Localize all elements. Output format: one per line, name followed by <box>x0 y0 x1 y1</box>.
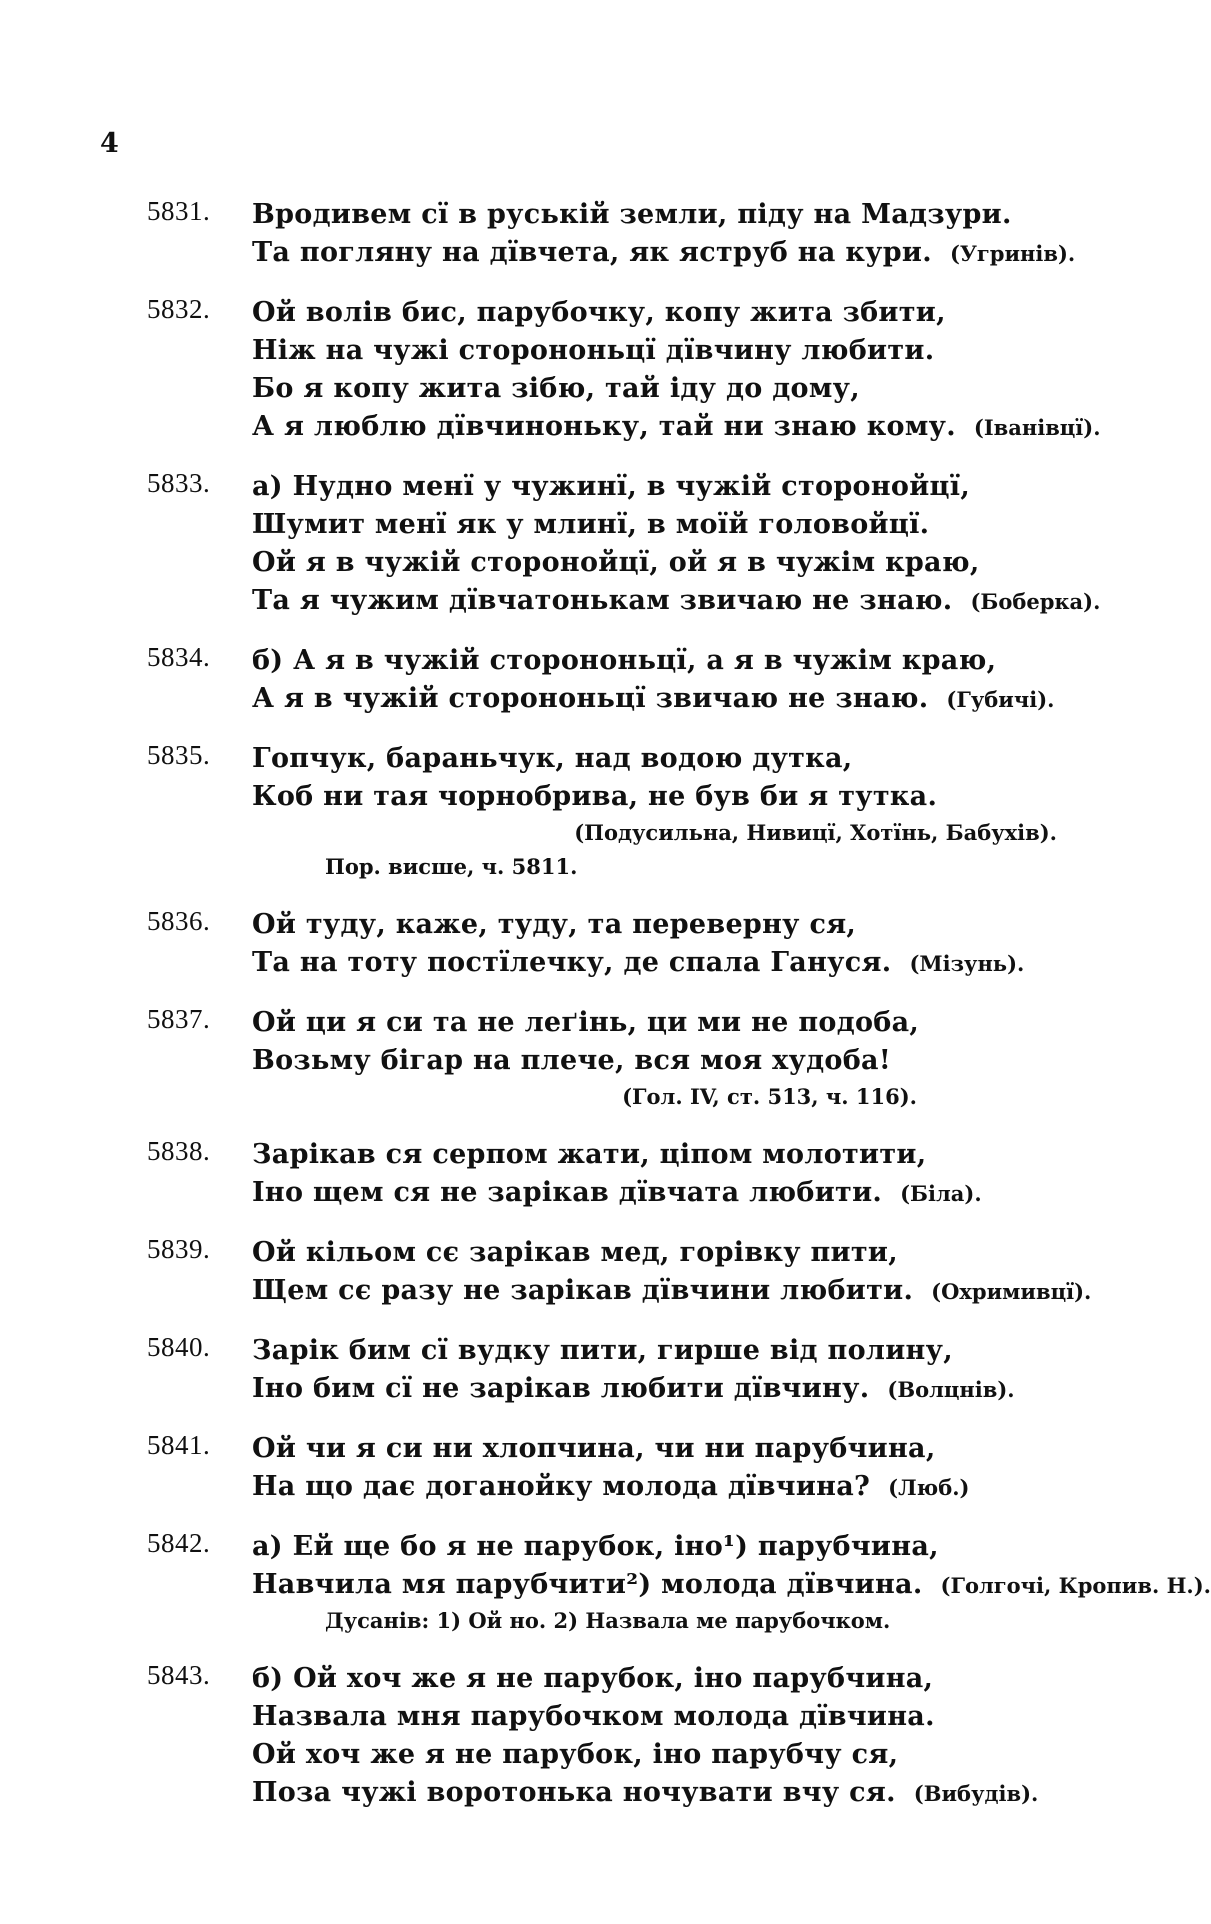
entry-5842 <box>0 1528 1211 1638</box>
source-village: (Мізунь). <box>909 951 1025 976</box>
verse-line: Ой туду, каже, туду, та переверну ся, <box>252 909 857 940</box>
source-village: (Вибудів). <box>913 1781 1039 1806</box>
entry-5841 <box>0 1430 1140 1506</box>
verse-line: б) А я в чужій сторононьцї, а я в чужім краю, <box>252 645 997 676</box>
verse-line-last <box>252 1370 1112 1408</box>
verse-line: Ой волів бис, парубочку, копу жита збити, <box>252 297 946 328</box>
source-village: (Іванівцї). <box>973 415 1101 440</box>
entry-number: 5836. <box>147 906 211 936</box>
entry-5838 <box>0 1136 1140 1212</box>
verse <box>252 740 1112 850</box>
verse-line-text: Та я чужим дївчатонькам звичаю не знаю. <box>252 585 953 616</box>
verse-line: Вродивем сї в руській земли, піду на Мадзури. <box>252 199 1012 230</box>
entry-number: 5832. <box>147 294 211 324</box>
verse-line-last <box>252 680 1112 718</box>
verse-line: Ой чи я си ни хлопчина, чи ни парубчина, <box>252 1433 936 1464</box>
verse-line-last <box>252 1774 1112 1812</box>
entry-number: 5831. <box>147 196 211 226</box>
verse-line-last <box>252 234 1112 272</box>
verse <box>252 1660 1112 1812</box>
entry-number: 5843. <box>147 1660 211 1690</box>
source-village: (Охримивцї). <box>931 1279 1092 1304</box>
source-village: (Голгочі, Кропив. Н.). <box>940 1573 1211 1598</box>
verse-line: Шумит менї як у млинї, в моїй головойцї. <box>252 509 930 540</box>
verse <box>252 1136 1112 1212</box>
source-village: (Боберка). <box>970 589 1101 614</box>
verse-line: Возьму бігар на плече, вся моя худоба! <box>252 1045 891 1076</box>
entry-number: 5842. <box>147 1528 211 1558</box>
verse-line-last <box>252 944 1112 982</box>
entry-5837 <box>0 1004 1140 1114</box>
verse <box>252 196 1112 272</box>
verse-line: Назвала мня парубочком молода дївчина. <box>252 1701 935 1732</box>
verse-line: б) Ой хоч же я не парубок, іно парубчина, <box>252 1663 934 1694</box>
verse <box>252 468 1112 620</box>
verse <box>252 1234 1112 1310</box>
entry-5835 <box>0 740 1140 884</box>
source-village: (Губичі). <box>946 687 1055 712</box>
verse <box>252 906 1112 982</box>
verse-line-text: Навчила мя парубчити²) молода дївчина. <box>252 1569 923 1600</box>
entry-number: 5840. <box>147 1332 211 1362</box>
verse-line-last <box>252 1272 1112 1310</box>
verse-line-text: На що дає доганойку молода дївчина? <box>252 1471 871 1502</box>
verse-line-last <box>252 1566 1211 1604</box>
source-village: (Люб.) <box>888 1475 970 1500</box>
entry-number: 5839. <box>147 1234 211 1264</box>
verse <box>252 1430 1112 1506</box>
verse-line: Ой я в чужій сторонойцї, ой я в чужім краю, <box>252 547 980 578</box>
verse <box>252 294 1112 446</box>
entry-5843 <box>0 1660 1140 1812</box>
verse-line: Ніж на чужі сторононьцї дївчину любити. <box>252 335 935 366</box>
verse-line-text: Та на тоту постїлечку, де спала Гануся. <box>252 947 892 978</box>
verse-line: а) Нудно менї у чужинї, в чужій сторонойцї, <box>252 471 971 502</box>
verse <box>252 1528 1211 1604</box>
entry-5833 <box>0 468 1140 620</box>
verse-line-text: Іно бим сї не зарікав любити дївчину. <box>252 1373 870 1404</box>
cross-reference-note: Пор. висше, ч. 5811. <box>325 854 578 879</box>
entry-number: 5835. <box>147 740 211 770</box>
entry-number: 5837. <box>147 1004 211 1034</box>
source-village: (Угринів). <box>949 241 1076 266</box>
verse-line-last <box>252 408 1112 446</box>
source-village: (Волцнів). <box>887 1377 1015 1402</box>
verse <box>252 642 1112 718</box>
page-number: 4 <box>100 128 119 159</box>
verse-line-text: Поза чужі воротонька ночувати вчу ся. <box>252 1777 896 1808</box>
verse-line: Зарікав ся серпом жати, ціпом молотити, <box>252 1139 927 1170</box>
verse-line-last <box>252 582 1112 620</box>
verse <box>252 1332 1112 1408</box>
entries-list <box>0 196 1211 1834</box>
entry-number: 5841. <box>147 1430 211 1460</box>
entry-5839 <box>0 1234 1140 1310</box>
entry-5836 <box>0 906 1140 982</box>
verse-line: Бо я копу жита зібю, тай іду до дому, <box>252 373 860 404</box>
verse-line: Гопчук, бараньчук, над водою дутка, <box>252 743 853 774</box>
entry-number: 5838. <box>147 1136 211 1166</box>
source-villages: (Подусильна, Нивицї, Хотїнь, Бабухів). <box>574 820 1057 845</box>
verse-line-last <box>252 1174 1112 1212</box>
source-citation: (Гол. IV, ст. 513, ч. 116). <box>622 1084 917 1109</box>
verse-line-text: А я в чужій сторононьцї звичаю не знаю. <box>252 683 929 714</box>
verse-line: Коб ни тая чорнобрива, не був би я тутка. <box>252 781 938 812</box>
verse-line: Ой хоч же я не парубок, іно парубчу ся, <box>252 1739 899 1770</box>
verse <box>252 1004 1112 1114</box>
entry-number: 5834. <box>147 642 211 672</box>
entry-number: 5833. <box>147 468 211 498</box>
verse-line-text: Щем сє разу не зарікав дївчини любити. <box>252 1275 914 1306</box>
verse-line-text: Та погляну на дївчета, як яструб на кури. <box>252 237 932 268</box>
verse-line: Ой ци я си та не леґінь, ци ми не подоба, <box>252 1007 920 1038</box>
verse-line: Ой кільом сє зарікав мед, горівку пити, <box>252 1237 898 1268</box>
entry-5840 <box>0 1332 1140 1408</box>
entry-5834 <box>0 642 1140 718</box>
variant-note: Дусанів: 1) Ой но. 2) Назвала ме парубочком. <box>325 1608 891 1633</box>
verse-line-last <box>252 1468 1112 1506</box>
source-village: (Біла). <box>900 1181 982 1206</box>
entry-5832 <box>0 294 1140 446</box>
verse-line: Зарік бим сї вудку пити, гирше від полину, <box>252 1335 953 1366</box>
entry-5831 <box>0 196 1140 272</box>
verse-line: а) Ей ще бо я не парубок, іно¹) парубчина, <box>252 1531 939 1562</box>
verse-line-text: А я люблю дївчиноньку, тай ни знаю кому. <box>252 411 956 442</box>
verse-line-text: Іно щем ся не зарікав дївчата любити. <box>252 1177 883 1208</box>
